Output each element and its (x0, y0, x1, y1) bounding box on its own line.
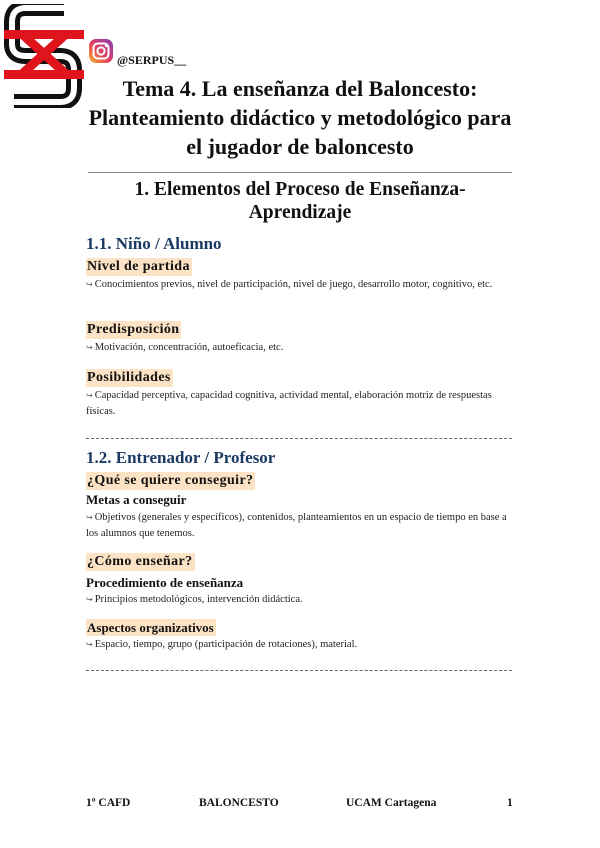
arrow-icon: ↪ (86, 640, 93, 649)
arrow-icon: ↪ (86, 513, 93, 522)
subsection-heading-alumno: 1.1. Niño / Alumno (86, 234, 222, 253)
footer-subject: BALONCESTO (199, 797, 279, 809)
text-metas: ↪ Objetivos (generales y específicos), contenidos, planteamientos en un espacio de tiempo en base a los alumnos que tenemos. (86, 512, 507, 539)
question-que-conseguir: ¿Qué se quiere conseguir? (87, 473, 254, 488)
title-divider (88, 172, 512, 173)
social-handle: @SERPUS__ (117, 53, 187, 67)
subsection-heading-entrenador: 1.2. Entrenador / Profesor (86, 448, 276, 467)
subtitle-aspectos: Aspectos organizativos (87, 620, 214, 635)
arrow-icon: ↪ (86, 391, 93, 400)
question-como-ensenar: ¿Cómo enseñar? (87, 554, 193, 569)
serpus-s-logo-icon (4, 4, 84, 108)
footer-course: 1º CAFD (86, 797, 131, 809)
footer-university: UCAM Cartagena (346, 797, 437, 809)
section-heading: 1. Elementos del Proceso de Enseñanza-Aprendizaje (134, 179, 466, 223)
subtitle-procedimiento: Procedimiento de enseñanza (86, 575, 244, 590)
page-title: Tema 4. La enseñanza del Baloncesto: Planteamiento didáctico y metodológico para el jugador de baloncesto (88, 76, 512, 159)
dashed-divider (86, 438, 512, 439)
page-number: 1 (507, 797, 513, 809)
text-aspectos: ↪ Espacio, tiempo, grupo (participación de rotaciones), material. (86, 639, 358, 650)
arrow-icon: ↪ (86, 280, 93, 289)
item-title-posibilidades: Posibilidades (87, 370, 171, 385)
dashed-divider (86, 670, 512, 671)
item-title-predisposicion: Predisposición (87, 322, 180, 337)
item-text-predisposicion: ↪ Motivación, concentración, autoeficacia, etc. (86, 342, 284, 353)
subtitle-metas: Metas a conseguir (86, 492, 187, 507)
arrow-icon: ↪ (86, 343, 93, 352)
arrow-icon: ↪ (86, 595, 93, 604)
item-text-nivel: ↪ Conocimientos previos, nivel de participación, nivel de juego, desarrollo motor, cognitivo, etc. (86, 279, 493, 290)
instagram-icon[interactable] (88, 38, 114, 64)
item-text-posibilidades: ↪ Capacidad perceptiva, capacidad cognitiva, actividad mental, elaboración motriz de respuestas físicas. (86, 390, 492, 417)
text-procedimiento: ↪ Principios metodológicos, intervención didáctica. (86, 594, 303, 605)
item-title-nivel: Nivel de partida (87, 259, 190, 274)
